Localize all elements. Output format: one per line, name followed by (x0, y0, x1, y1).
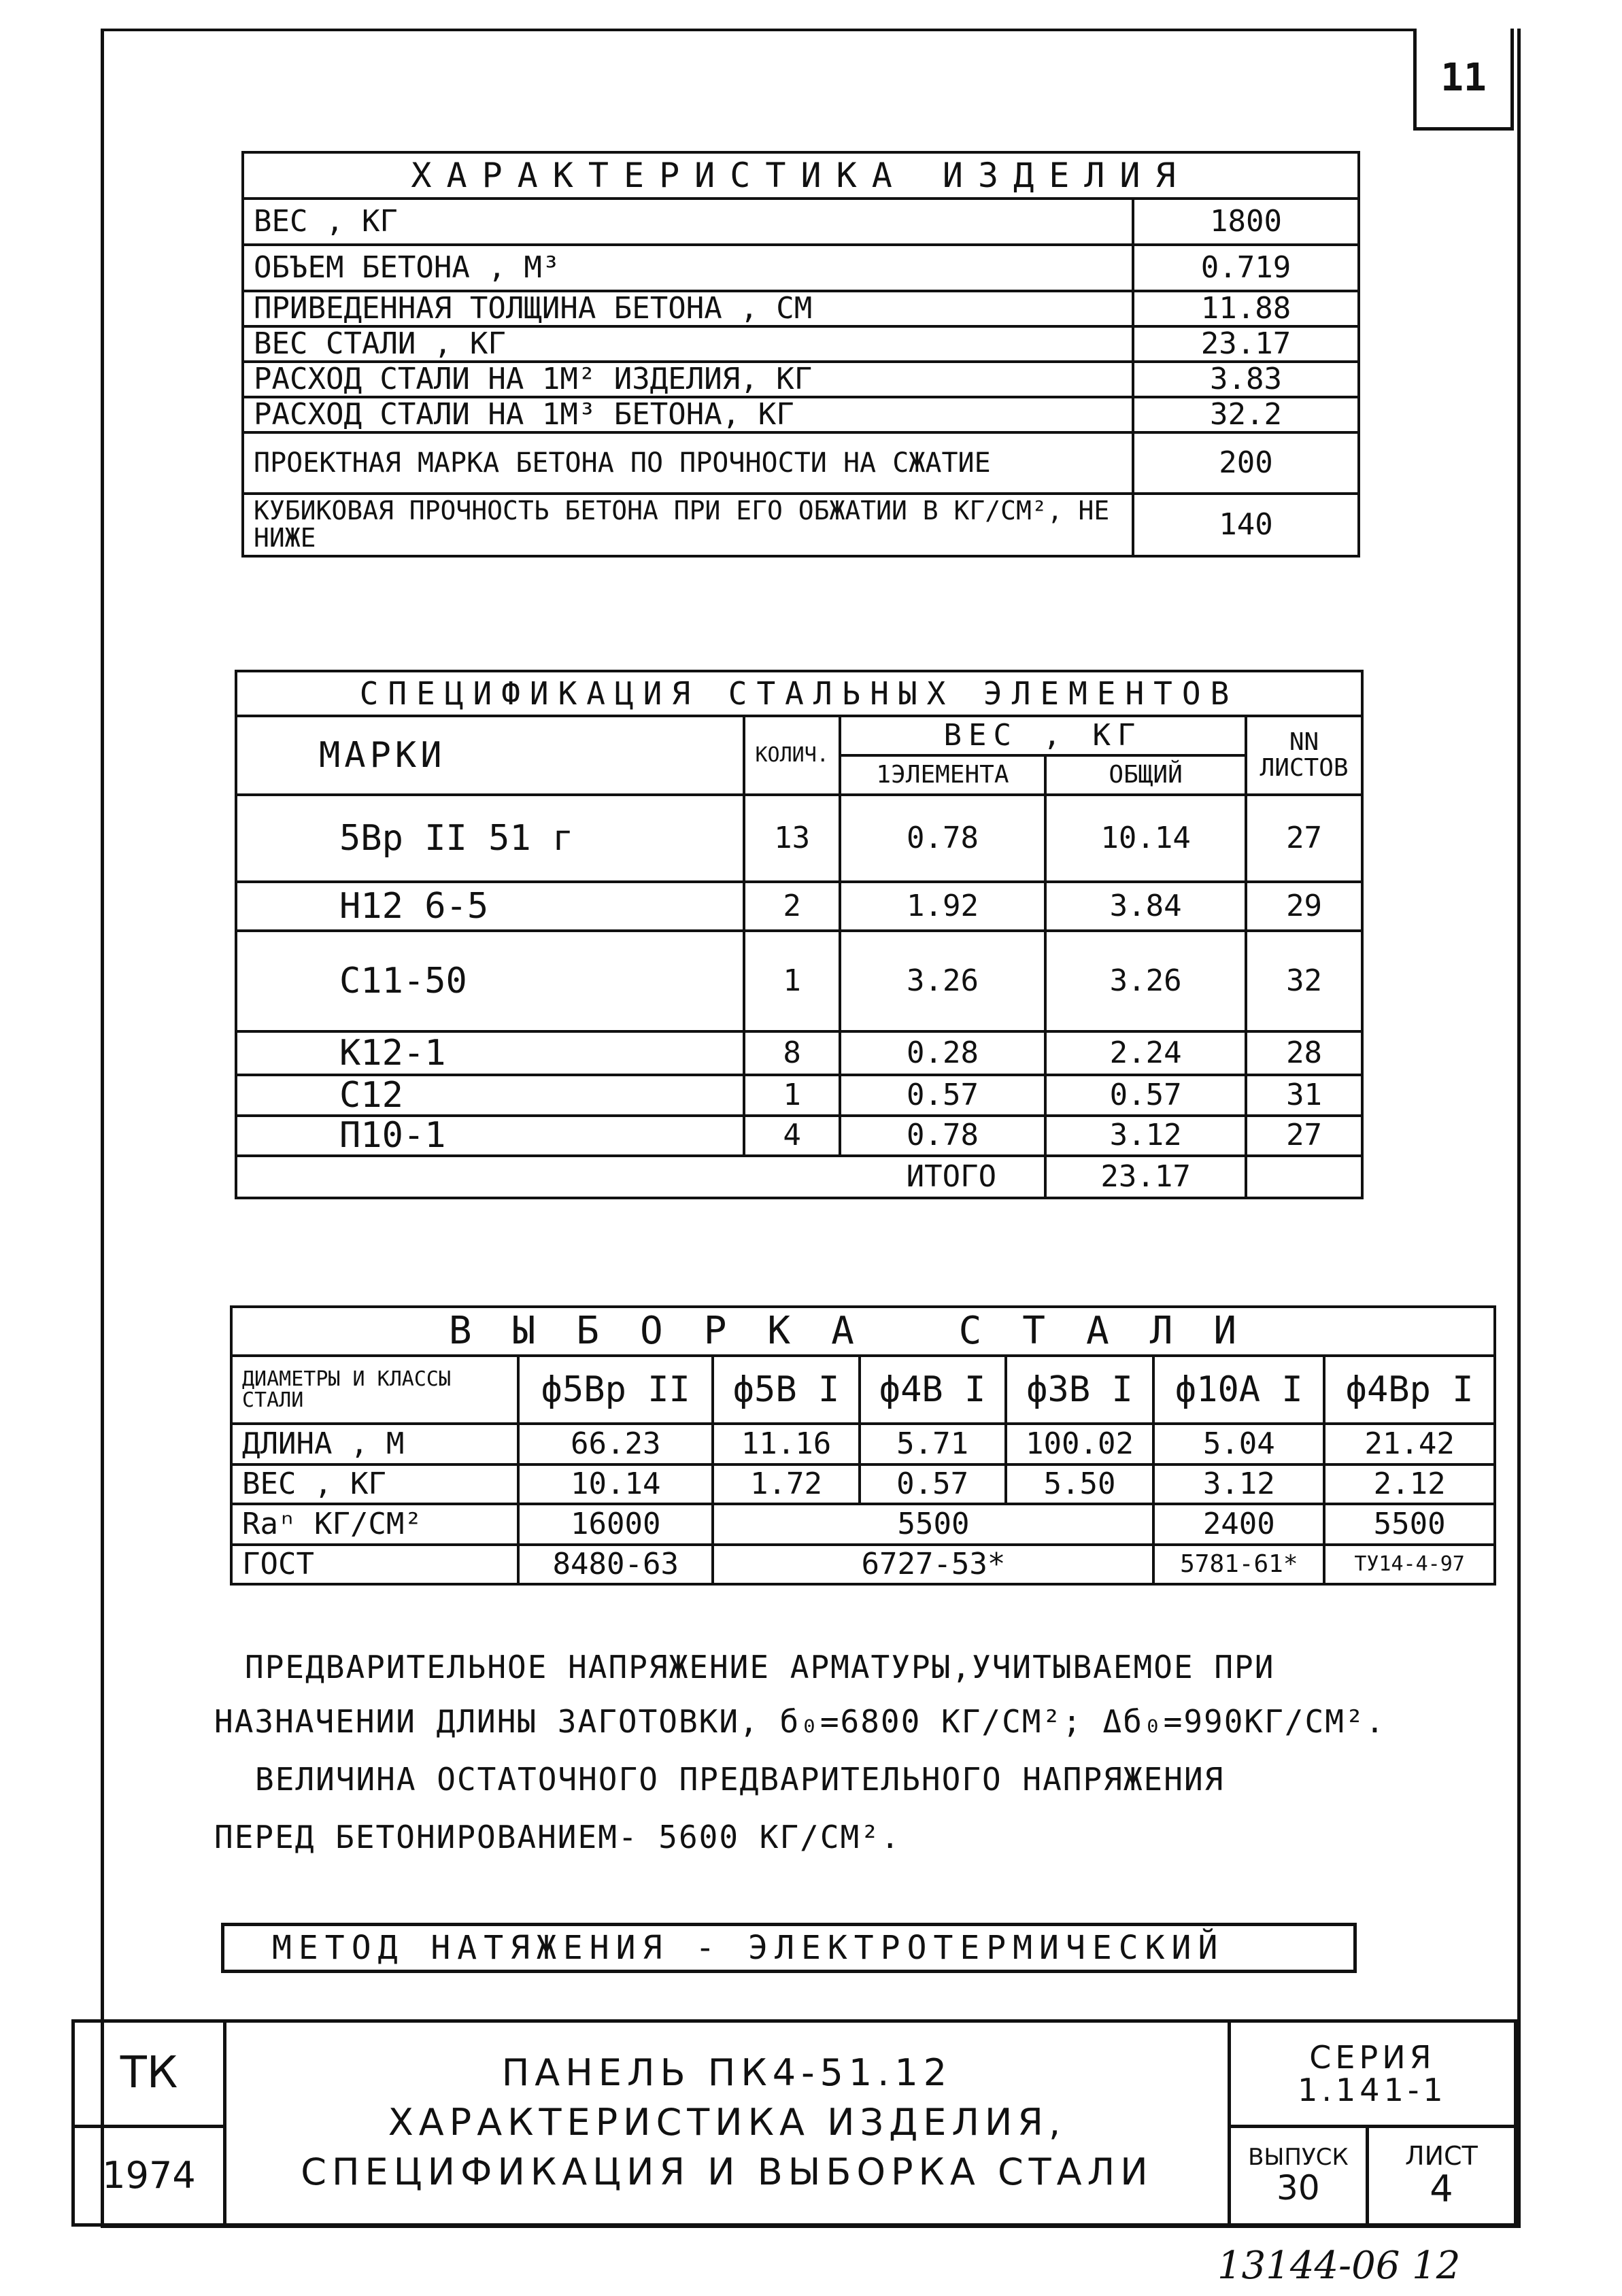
steel-col: ф5В I (713, 1356, 859, 1424)
spec-header-marks: МАРКИ (236, 716, 744, 795)
spec-row-unit: 0.78 (840, 1116, 1045, 1156)
spec-row-total: 2.24 (1045, 1031, 1246, 1075)
spec-header-per-element: 1ЭЛЕМЕНТА (840, 755, 1045, 795)
spec-row-qty: 1 (744, 1075, 839, 1116)
char-value: 23.17 (1133, 326, 1359, 362)
note-line: НАЗНАЧЕНИИ ДЛИНЫ ЗАГОТОВКИ, б₀=6800 КГ/СМ²; Δб₀=990КГ/СМ². (214, 1703, 1386, 1740)
steel-ra: 2400 (1153, 1504, 1324, 1545)
spec-row-total: 10.14 (1045, 795, 1246, 882)
char-value: 3.83 (1133, 362, 1359, 397)
spec-row-unit: 1.92 (840, 882, 1045, 931)
steel-weight: 1.72 (713, 1464, 859, 1504)
note-line: ПРЕДВАРИТЕЛЬНОЕ НАПРЯЖЕНИЕ АРМАТУРЫ,УЧИТЫВАЕМОЕ ПРИ (245, 1649, 1275, 1685)
steel-col: ф3В I (1006, 1356, 1154, 1424)
steel-length: 5.04 (1153, 1424, 1324, 1464)
char-value: 32.2 (1133, 397, 1359, 432)
steel-length: 5.71 (860, 1424, 1006, 1464)
spec-row-qty: 1 (744, 931, 839, 1031)
spec-row-sheet: 27 (1246, 795, 1362, 882)
spec-header-sheets: NN ЛИСТОВ (1246, 716, 1362, 795)
steel-length: 66.23 (518, 1424, 713, 1464)
char-value: 11.88 (1133, 291, 1359, 326)
spec-row-total: 0.57 (1045, 1075, 1246, 1116)
spec-row-sheet: 31 (1246, 1075, 1362, 1116)
char-label: РАСХОД СТАЛИ НА 1М³ БЕТОНА, КГ (243, 397, 1133, 432)
steel-row-header: ДИАМЕТРЫ И КЛАССЫ СТАЛИ (231, 1356, 518, 1424)
specification-table (235, 670, 1364, 1199)
char-value: 200 (1133, 432, 1359, 494)
spec-row-total: 3.12 (1045, 1116, 1246, 1156)
spec-header-weight: ВЕС , КГ (840, 716, 1246, 755)
frame-top-line (101, 29, 1413, 31)
char-label: ПРОЕКТНАЯ МАРКА БЕТОНА ПО ПРОЧНОСТИ НА СЖАТИЕ (243, 432, 1133, 494)
steel-weight: 0.57 (860, 1464, 1006, 1504)
char-label: ПРИВЕДЕННАЯ ТОЛЩИНА БЕТОНА , СМ (243, 291, 1133, 326)
stamp-sheet (1367, 2127, 1515, 2225)
steel-weight: 5.50 (1006, 1464, 1154, 1504)
char-label: КУБИКОВАЯ ПРОЧНОСТЬ БЕТОНА ПРИ ЕГО ОБЖАТИИ В КГ/СМ², НЕ НИЖЕ (243, 494, 1133, 556)
spec-row-sheet: 32 (1246, 931, 1362, 1031)
spec-row-sheet: 28 (1246, 1031, 1362, 1075)
steel-title: ВЫБОРКА СТАЛИ (231, 1307, 1495, 1356)
steel-weight: 10.14 (518, 1464, 713, 1504)
steel-ra: 16000 (518, 1504, 713, 1545)
spec-row-qty: 13 (744, 795, 839, 882)
spec-row-qty: 2 (744, 882, 839, 931)
stamp-title-line: СПЕЦИФИКАЦИЯ И ВЫБОРКА СТАЛИ (301, 2150, 1153, 2193)
stamp-title-line: ПАНЕЛЬ ПК4-51.12 (501, 2051, 953, 2095)
spec-row-mark: С11-50 (236, 931, 744, 1031)
spec-header-qty: КОЛИЧ. (744, 716, 839, 795)
stamp-series-value: 1.141-1 (1298, 2072, 1447, 2108)
characteristics-title: ХАРАКТЕРИСТИКА ИЗДЕЛИЯ (243, 152, 1359, 199)
steel-length: 100.02 (1006, 1424, 1154, 1464)
steel-table (230, 1305, 1496, 1586)
spec-row-sheet: 29 (1246, 882, 1362, 931)
spec-row-qty: 8 (744, 1031, 839, 1075)
spec-total-value: 23.17 (1045, 1156, 1246, 1198)
spec-row-total: 3.26 (1045, 931, 1246, 1031)
steel-col: ф4Вр I (1324, 1356, 1495, 1424)
steel-ra: 5500 (1324, 1504, 1495, 1545)
spec-row-qty: 4 (744, 1116, 839, 1156)
spec-total-label: ИТОГО (236, 1156, 1045, 1198)
note-line: ПЕРЕД БЕТОНИРОВАНИЕМ- 5600 КГ/СМ². (214, 1819, 901, 1855)
tension-method: МЕТОД НАТЯЖЕНИЯ - ЭЛЕКТРОТЕРМИЧЕСКИЙ (221, 1923, 1357, 1973)
steel-col: ф10А I (1153, 1356, 1324, 1424)
spec-title: СПЕЦИФИКАЦИЯ СТАЛЬНЫХ ЭЛЕМЕНТОВ (236, 671, 1362, 716)
spec-row-unit: 3.26 (840, 931, 1045, 1031)
steel-gost: ТУ14-4-97 (1324, 1545, 1495, 1584)
note-line: ВЕЛИЧИНА ОСТАТОЧНОГО ПРЕДВАРИТЕЛЬНОГО НАПРЯЖЕНИЯ (255, 1761, 1225, 1798)
char-value: 140 (1133, 494, 1359, 556)
stamp-issue (1229, 2127, 1367, 2225)
archive-number: 13144-06 12 (1217, 2244, 1461, 2288)
char-label: РАСХОД СТАЛИ НА 1М² ИЗДЕЛИЯ, КГ (243, 362, 1133, 397)
steel-col: ф4В I (860, 1356, 1006, 1424)
steel-ra: 5500 (713, 1504, 1153, 1545)
stamp-org: ТК (73, 2021, 225, 2127)
stamp-title (225, 2021, 1230, 2225)
spec-row-mark: К12-1 (236, 1031, 744, 1075)
spec-row-unit: 0.28 (840, 1031, 1045, 1075)
steel-col: ф5Вр II (518, 1356, 713, 1424)
spec-header-total: ОБЩИЙ (1045, 755, 1246, 795)
steel-gost: 8480-63 (518, 1545, 713, 1584)
steel-ra-label: Rаⁿ КГ/СМ² (231, 1504, 518, 1545)
spec-row-sheet: 27 (1246, 1116, 1362, 1156)
stamp-issue-value: 30 (1277, 2168, 1320, 2208)
steel-weight: 2.12 (1324, 1464, 1495, 1504)
char-label: ОБЪЕМ БЕТОНА , М³ (243, 245, 1133, 291)
spec-row-mark: Н12 6-5 (236, 882, 744, 931)
steel-length: 11.16 (713, 1424, 859, 1464)
spec-total-empty (1246, 1156, 1362, 1198)
stamp-year: 1974 (73, 2127, 225, 2225)
steel-length: 21.42 (1324, 1424, 1495, 1464)
spec-row-unit: 0.78 (840, 795, 1045, 882)
stamp-sheet-value: 4 (1430, 2167, 1453, 2210)
steel-weight-label: ВЕС , КГ (231, 1464, 518, 1504)
spec-row-total: 3.84 (1045, 882, 1246, 931)
char-label: ВЕС СТАЛИ , КГ (243, 326, 1133, 362)
title-block (71, 2019, 1517, 2227)
sheet-number: 11 (1413, 29, 1514, 131)
steel-weight: 3.12 (1153, 1464, 1324, 1504)
steel-gost-label: ГОСТ (231, 1545, 518, 1584)
spec-row-mark: 5Вр II 51 г (236, 795, 744, 882)
steel-length-label: ДЛИНА , М (231, 1424, 518, 1464)
char-value: 0.719 (1133, 245, 1359, 291)
stamp-title-line: ХАРАКТЕРИСТИКА ИЗДЕЛИЯ, (388, 2101, 1066, 2144)
char-value: 1800 (1133, 199, 1359, 245)
spec-row-unit: 0.57 (840, 1075, 1045, 1116)
stamp-series (1229, 2021, 1515, 2127)
spec-row-mark: П10-1 (236, 1116, 744, 1156)
steel-gost: 5781-61* (1153, 1545, 1324, 1584)
characteristics-table (241, 151, 1360, 558)
stamp-issue-label: ВЫПУСК (1248, 2143, 1349, 2171)
stamp-series-label: СЕРИЯ (1309, 2038, 1436, 2076)
spec-row-mark: С12 (236, 1075, 744, 1116)
char-label: ВЕС , КГ (243, 199, 1133, 245)
steel-gost: 6727-53* (713, 1545, 1153, 1584)
stamp-sheet-label: ЛИСТ (1405, 2140, 1478, 2171)
